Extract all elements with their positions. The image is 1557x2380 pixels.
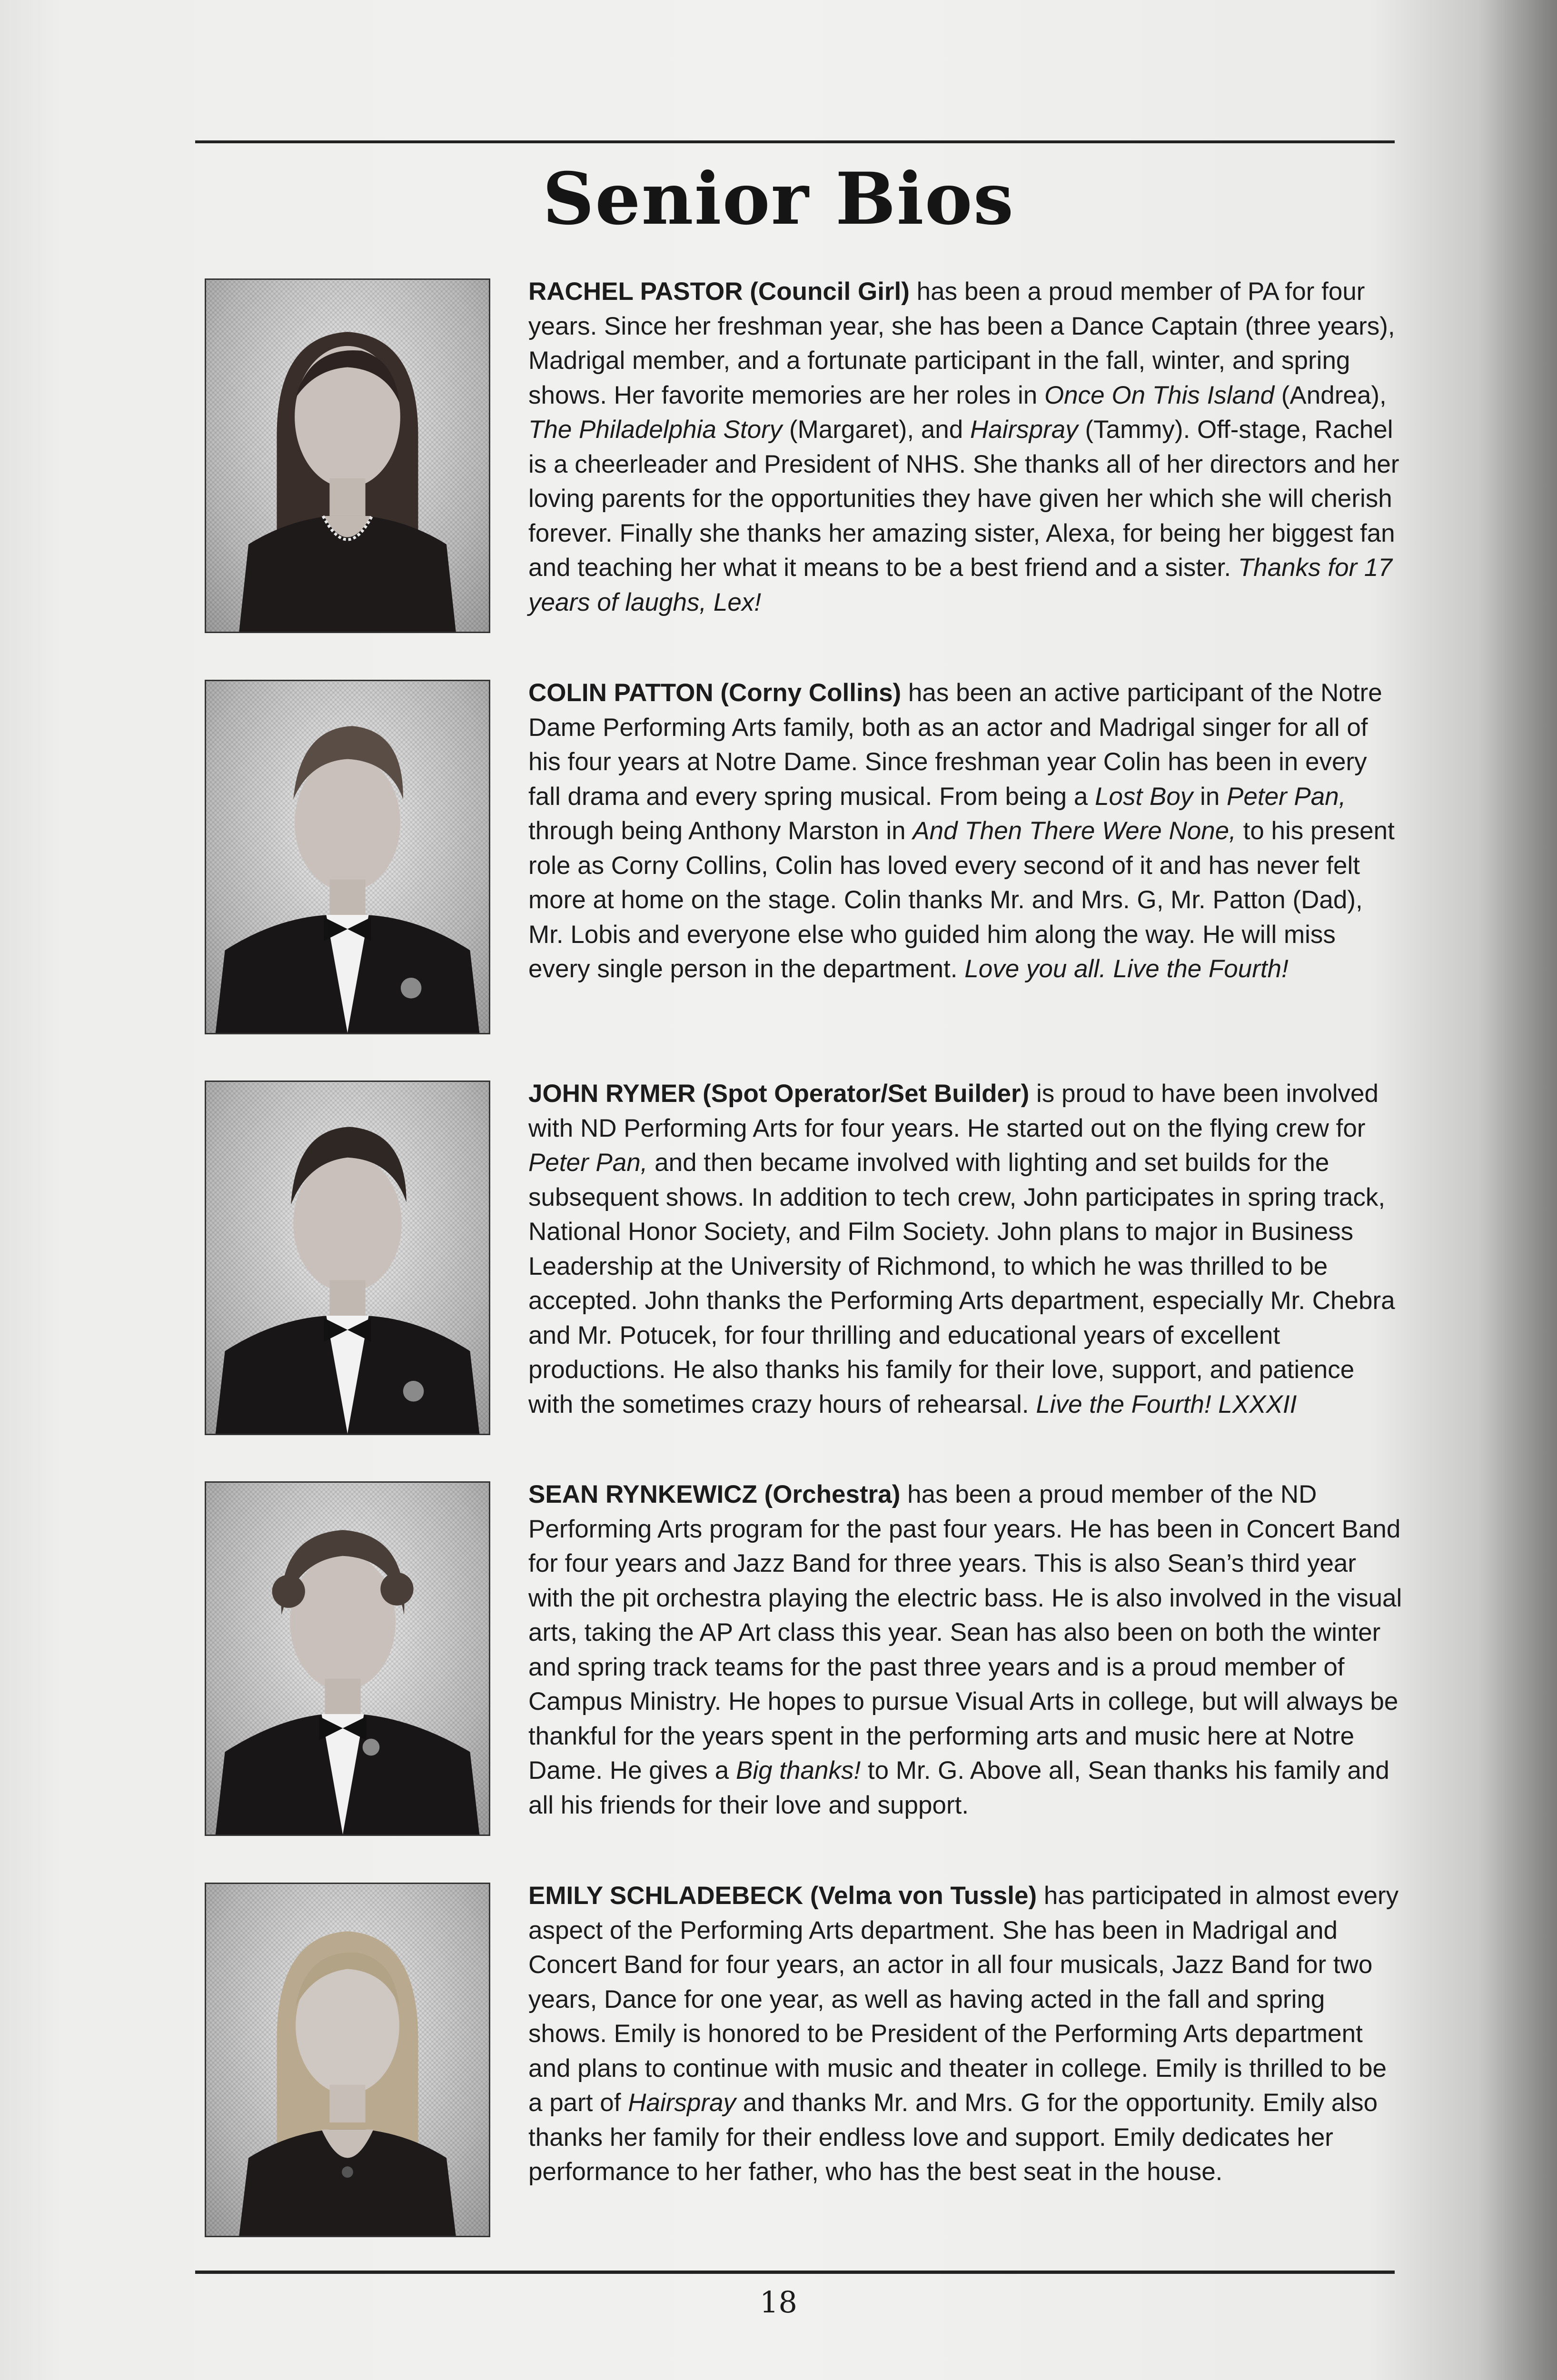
bio-entry-john-rymer xyxy=(205,1081,1404,1442)
bottom-rule xyxy=(195,2271,1395,2274)
portrait-photo-john-rymer xyxy=(205,1081,490,1435)
bio-name-role: SEAN RYNKEWICZ (Orchestra) xyxy=(528,1480,901,1508)
bio-entry-colin-patton xyxy=(205,680,1404,1041)
bio-text-emily-schladebeck: EMILY SCHLADEBECK (Velma von Tussle) has participated in almost every aspect of the Performing Arts department. She has been in Madrigal and Concert Band for four years, an actor in all four musicals, Jazz Band for two years, Dance for one year, as well as having acted in the fall and spring shows. Emily is honored to be President of the Performing Arts department and plans to continue with music and theater in college. Emily is thrilled to be a part of Hairspray and thanks Mr. and Mrs. G for the opportunity. Emily also thanks her family for their endless love and support. Emily dedicates her performance to her father, who has the best seat in the house. xyxy=(528,1882,1399,2186)
portrait-photo-colin-patton xyxy=(205,680,490,1034)
bio-text-rachel-pastor: RACHEL PASTOR (Council Girl) has been a proud member of PA for four years. Since her freshman year, she has been a Dance Captain (three years), Madrigal member, and a fortunate participant in the fall, winter, and spring shows. Her favorite memories are her roles in Once On This Island (Andrea), The Philadelphia Story (Margaret), and Hairspray (Tammy). Off-stage, Rachel is a cheerleader and President of NHS. She thanks all of her directors and her loving parents for the opportunities they have given her which she will cherish forever. Finally she thanks her amazing sister, Alexa, for being her biggest fan and teaching her what it means to be a best friend and a sister. Thanks for 17 years of laughs, Lex! xyxy=(528,278,1399,616)
page-number: 18 xyxy=(760,2285,797,2320)
bio-name-role: EMILY SCHLADEBECK (Velma von Tussle) xyxy=(528,1882,1037,1910)
bio-name-role: JOHN RYMER (Spot Operator/Set Builder) xyxy=(528,1080,1030,1108)
bio-name-role: RACHEL PASTOR (Council Girl) xyxy=(528,278,910,306)
portrait-photo-sean-rynkewicz xyxy=(205,1481,490,1836)
portrait-photo-emily-schladebeck xyxy=(205,1883,490,2237)
bio-entry-emily-schladebeck xyxy=(205,1883,1404,2244)
bio-text-sean-rynkewicz: SEAN RYNKEWICZ (Orchestra) has been a proud member of the ND Performing Arts program for the past four years. He has been in Concert Band for four years and Jazz Band for three years. This is also Sean’s third year with the pit orchestra playing the electric bass. He is also involved in the visual arts, taking the AP Art class this year. Sean has also been on both the winter and spring track teams for the past three years and is a proud member of Campus Ministry. He hopes to pursue Visual Arts in college, but will always be thankful for the years spent in the performing arts and music here at Notre Dame. He gives a Big thanks! to Mr. G. Above all, Sean thanks his family and all his friends for their love and support. xyxy=(528,1480,1402,1819)
bio-text-colin-patton: COLIN PATTON (Corny Collins) has been an active participant of the Notre Dame Performing Arts family, both as an actor and Madrigal singer for all of his four years at Notre Dame. Since freshman year Colin has been in every fall drama and every spring musical. From being a Lost Boy in Peter Pan, through being Anthony Marston in And Then There Were None, to his present role as Corny Collins, Colin has loved every second of it and has never felt more at home on the stage. Colin thanks Mr. and Mrs. G, Mr. Patton (Dad), Mr. Lobis and everyone else who guided him along the way. He will miss every single person in the department. Love you all. Live the Fourth! xyxy=(528,679,1395,983)
page-title: Senior Bios xyxy=(542,157,1015,241)
bio-entry-rachel-pastor xyxy=(205,278,1404,640)
top-rule xyxy=(195,140,1395,143)
bio-entry-sean-rynkewicz xyxy=(205,1481,1404,1843)
bio-text-john-rymer: JOHN RYMER (Spot Operator/Set Builder) is proud to have been involved with ND Performing Arts for four years. He started out on the flying crew for Peter Pan, and then became involved with lighting and set builds for the subsequent shows. In addition to tech crew, John participates in spring track, National Honor Society, and Film Society. John plans to major in Business Leadership at the University of Richmond, to which he was thrilled to be accepted. John thanks the Performing Arts department, especially Mr. Chebra and Mr. Potucek, for four thrilling and educational years of excellent productions. He also thanks his family for their love, support, and patience with the sometimes crazy hours of rehearsal. Live the Fourth! LXXXII xyxy=(528,1080,1395,1418)
bio-name-role: COLIN PATTON (Corny Collins) xyxy=(528,679,902,707)
portrait-photo-rachel-pastor xyxy=(205,278,490,633)
